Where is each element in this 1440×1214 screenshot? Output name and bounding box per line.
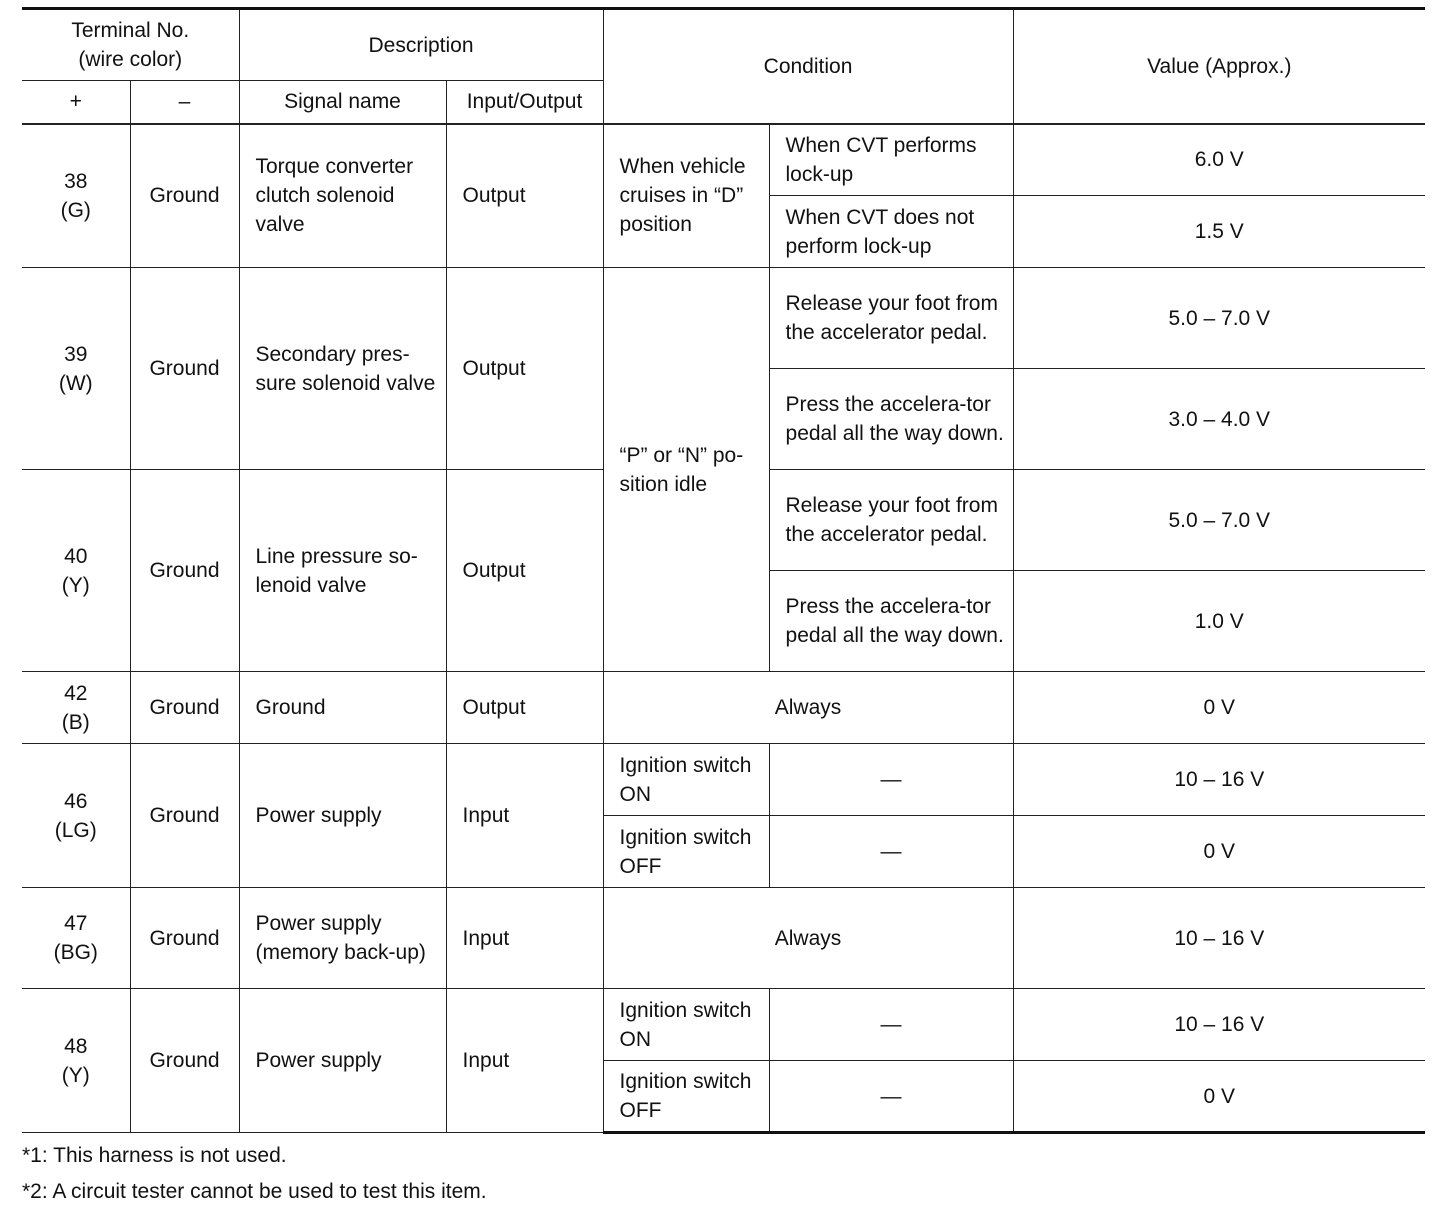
io-cell: Output	[446, 124, 603, 268]
wire-color: (Y)	[61, 573, 90, 597]
sub-condition-dash: —	[769, 1061, 1013, 1133]
condition-cell: Ignition switch OFF	[603, 1061, 769, 1133]
value-cell: 1.5 V	[1013, 196, 1425, 268]
value-cell: 3.0 – 4.0 V	[1013, 369, 1425, 470]
signal-name-cell: Secondary pres-sure solenoid valve	[239, 268, 446, 470]
header-description: Description	[239, 9, 603, 81]
table-row	[22, 744, 1425, 816]
io-cell: Input	[446, 888, 603, 989]
sub-condition-cell: Release your foot from the accelerator pedal.	[769, 268, 1013, 369]
minus-cell: Ground	[130, 124, 239, 268]
terminal-number: 39	[64, 342, 88, 366]
header-minus: –	[130, 81, 239, 124]
value-cell: 10 – 16 V	[1013, 989, 1425, 1061]
footnote-2: *2: A circuit tester cannot be used to test this item.	[22, 1180, 487, 1203]
condition-cell: Ignition switch OFF	[603, 816, 769, 888]
table-body	[22, 124, 1425, 1133]
terminal-cell	[22, 989, 130, 1133]
terminal-cell	[22, 268, 130, 470]
signal-name-cell: Torque converter clutch solenoid valve	[239, 124, 446, 268]
terminal-number: 48	[64, 1034, 88, 1058]
minus-cell: Ground	[130, 672, 239, 744]
value-cell: 1.0 V	[1013, 571, 1425, 672]
terminal-number: 38	[64, 169, 88, 193]
wire-color: (Y)	[61, 1063, 90, 1087]
terminal-cell	[22, 744, 130, 888]
condition-cell: “P” or “N” po-sition idle	[603, 268, 769, 672]
signal-name-cell: Power supply	[239, 744, 446, 888]
io-cell: Output	[446, 672, 603, 744]
terminal-spec-document	[22, 7, 1425, 1210]
header-input-output: Input/Output	[446, 81, 603, 124]
table-row	[22, 672, 1425, 744]
io-cell: Output	[446, 470, 603, 672]
minus-cell: Ground	[130, 744, 239, 888]
table-row	[22, 268, 1425, 369]
terminal-cell	[22, 888, 130, 989]
value-cell: 5.0 – 7.0 V	[1013, 268, 1425, 369]
terminal-cell	[22, 124, 130, 268]
wire-color: (LG)	[54, 818, 97, 842]
wire-color: (W)	[58, 371, 93, 395]
wire-color: (G)	[60, 198, 91, 222]
io-cell: Input	[446, 989, 603, 1133]
header-value: Value (Approx.)	[1013, 9, 1425, 124]
value-cell: 0 V	[1013, 816, 1425, 888]
value-cell: 0 V	[1013, 1061, 1425, 1133]
table-row	[22, 124, 1425, 196]
table-row	[22, 888, 1425, 989]
minus-cell: Ground	[130, 989, 239, 1133]
condition-cell: Ignition switch ON	[603, 989, 769, 1061]
header-condition: Condition	[603, 9, 1013, 124]
sub-condition-dash: —	[769, 744, 1013, 816]
value-cell: 0 V	[1013, 672, 1425, 744]
header-wire-color-label: (wire color)	[78, 48, 183, 71]
header-terminal-no-label: Terminal No.	[71, 19, 190, 42]
terminal-number: 46	[64, 789, 88, 813]
wire-color: (BG)	[53, 941, 98, 964]
terminal-cell	[22, 672, 130, 744]
condition-cell: When vehicle cruises in “D” position	[603, 124, 769, 268]
minus-cell: Ground	[130, 470, 239, 672]
value-cell: 6.0 V	[1013, 124, 1425, 196]
sub-condition-dash: —	[769, 816, 1013, 888]
terminal-number: 40	[64, 544, 88, 568]
sub-condition-cell: Release your foot from the accelerator pedal.	[769, 470, 1013, 571]
header-plus: +	[22, 81, 130, 124]
sub-condition-cell: Press the accelera-tor pedal all the way down.	[769, 571, 1013, 672]
condition-cell: Ignition switch ON	[603, 744, 769, 816]
value-cell: 10 – 16 V	[1013, 744, 1425, 816]
footnotes	[22, 1138, 1425, 1210]
sub-condition-dash: —	[769, 989, 1013, 1061]
table-row	[22, 989, 1425, 1061]
table-header	[22, 9, 1425, 124]
io-cell: Output	[446, 268, 603, 470]
signal-name-cell: Power supply (memory back-up)	[239, 888, 446, 989]
footnote-1: *1: This harness is not used.	[22, 1144, 287, 1167]
wire-color: (B)	[61, 710, 90, 734]
header-terminal-no	[22, 9, 239, 81]
value-cell: 10 – 16 V	[1013, 888, 1425, 989]
signal-name-cell: Power supply	[239, 989, 446, 1133]
signal-name-cell: Line pressure so-lenoid valve	[239, 470, 446, 672]
signal-name-cell: Ground	[239, 672, 446, 744]
minus-cell: Ground	[130, 268, 239, 470]
terminal-spec-table	[22, 7, 1425, 1134]
terminal-number: 47	[64, 912, 88, 935]
sub-condition-cell: Press the accelera-tor pedal all the way down.	[769, 369, 1013, 470]
io-cell: Input	[446, 744, 603, 888]
sub-condition-cell: When CVT performs lock-up	[769, 124, 1013, 196]
condition-cell: Always	[603, 672, 1013, 744]
terminal-number: 42	[64, 681, 88, 705]
value-cell: 5.0 – 7.0 V	[1013, 470, 1425, 571]
sub-condition-cell: When CVT does not perform lock-up	[769, 196, 1013, 268]
header-signal-name: Signal name	[239, 81, 446, 124]
terminal-cell	[22, 470, 130, 672]
minus-cell: Ground	[130, 888, 239, 989]
condition-cell: Always	[603, 888, 1013, 989]
